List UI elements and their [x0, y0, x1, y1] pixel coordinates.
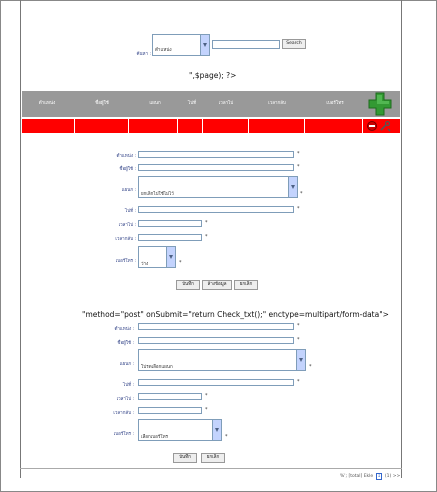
form2-department-value: โปรดเลือกแผนก	[141, 365, 173, 370]
header-phone: เบอร์โทร	[326, 101, 344, 106]
form2-department-select[interactable]	[138, 349, 306, 371]
required-marker: *	[297, 337, 300, 343]
required-marker: *	[205, 234, 208, 240]
table-row	[22, 119, 400, 133]
left-page-border	[20, 0, 21, 478]
header-username: ชื่อผู้ใช้	[95, 101, 109, 106]
table-cell	[203, 119, 249, 133]
form1-label-phone: เบอร์โทร :	[115, 259, 136, 264]
required-marker: *	[297, 206, 300, 212]
pagination-trailing[interactable]: (1) >>	[384, 474, 401, 479]
table-cell	[249, 119, 305, 133]
search-label: ค้นหา :	[136, 52, 151, 57]
required-marker: *	[300, 191, 303, 197]
form1-label-username: ชื่อผู้ใช้ :	[119, 167, 136, 172]
form1-position-input[interactable]	[138, 151, 294, 158]
header-time-out: เวลาไป	[218, 101, 234, 106]
table-cell	[75, 119, 129, 133]
footer-divider	[20, 468, 402, 469]
table-header-row	[22, 91, 400, 117]
form1-username-input[interactable]	[138, 164, 294, 171]
php-fragment-2: "method="post" onSubmit="return Check_txt();" enctype=multipart/form-data">	[82, 310, 389, 319]
form2-label-phone: เบอร์โทร :	[113, 432, 134, 437]
form2-username-input[interactable]	[138, 337, 294, 344]
table-cell	[305, 119, 363, 133]
form2-time-back-input[interactable]	[138, 407, 202, 414]
form1-clear-button[interactable]: ล้างข้อมูล	[202, 280, 232, 290]
form1-time-back-input[interactable]	[138, 234, 202, 241]
form1-phone-select[interactable]	[138, 246, 176, 268]
table-cell	[178, 119, 203, 133]
php-fragment-1: ",$page); ?>	[189, 71, 237, 80]
form2-label-time-back: เวลากลับ :	[113, 411, 134, 416]
form2-label-time-out: เวลาไป :	[116, 397, 134, 402]
required-marker: *	[179, 260, 182, 266]
dropdown-arrow-icon[interactable]	[200, 35, 209, 55]
table-cell	[129, 119, 178, 133]
form1-department-value: ยกเลิกไปใช้ไม่ไว้	[141, 192, 174, 197]
search-field-select[interactable]	[152, 34, 210, 56]
form2-label-position: ตำแหน่ง :	[114, 327, 134, 332]
pagination-current-page[interactable]: 1	[377, 474, 381, 479]
form1-label-department: แผนก :	[121, 188, 136, 193]
form2-phone-select[interactable]	[138, 419, 222, 441]
required-marker: *	[297, 379, 300, 385]
pagination-text: %'; [total] Ekle	[340, 474, 374, 479]
form2-position-input[interactable]	[138, 323, 294, 330]
form1-department-select[interactable]	[138, 176, 298, 198]
form2-time-out-input[interactable]	[138, 393, 202, 400]
pagination	[340, 473, 400, 480]
form1-label-destination: ไปที่ :	[124, 209, 136, 214]
form1-label-position: ตำแหน่ง :	[116, 154, 136, 159]
dropdown-arrow-icon[interactable]	[296, 350, 305, 370]
form2-save-button[interactable]: บันทึก	[173, 453, 197, 463]
required-marker: *	[205, 220, 208, 226]
required-marker: *	[297, 323, 300, 329]
form1-phone-value: ว่าง	[141, 262, 149, 267]
delete-circle-icon[interactable]	[367, 121, 377, 131]
search-input[interactable]	[212, 40, 280, 49]
required-marker: *	[205, 393, 208, 399]
form1-time-out-input[interactable]	[138, 220, 202, 227]
form2-label-username: ชื่อผู้ใช้ :	[117, 341, 134, 346]
required-marker: *	[225, 434, 228, 440]
required-marker: *	[297, 164, 300, 170]
form1-destination-input[interactable]	[138, 206, 294, 213]
dropdown-arrow-icon[interactable]	[288, 177, 297, 197]
form2-label-destination: ไปที่ :	[122, 383, 134, 388]
form1-save-button[interactable]: บันทึก	[176, 280, 200, 290]
dropdown-arrow-icon[interactable]	[212, 420, 221, 440]
dropdown-arrow-icon[interactable]	[166, 247, 175, 267]
edit-tools-icon[interactable]	[379, 120, 391, 132]
form1-cancel-button[interactable]: ยกเลิก	[234, 280, 258, 290]
header-department: แผนก	[149, 101, 161, 106]
header-position: ตำแหน่ง	[38, 101, 56, 106]
header-time-back: เวลากลับ	[268, 101, 286, 106]
right-page-border	[401, 0, 402, 478]
search-field-select-value: ตำแหน่ง	[155, 48, 172, 53]
search-button[interactable]: Search	[282, 39, 306, 49]
form2-label-department: แผนก :	[119, 362, 134, 367]
required-marker: *	[297, 151, 300, 157]
header-destination: ไปที่	[187, 101, 197, 106]
required-marker: *	[309, 364, 312, 370]
required-marker: *	[205, 407, 208, 413]
form2-cancel-button[interactable]: ยกเลิก	[201, 453, 225, 463]
table-cell	[22, 119, 75, 133]
form2-destination-input[interactable]	[138, 379, 294, 386]
form1-label-time-out: เวลาไป :	[118, 223, 136, 228]
form2-phone-value: เลือกเบอร์โทร	[141, 435, 169, 440]
add-plus-icon[interactable]	[368, 92, 392, 116]
form1-label-time-back: เวลากลับ :	[115, 237, 136, 242]
